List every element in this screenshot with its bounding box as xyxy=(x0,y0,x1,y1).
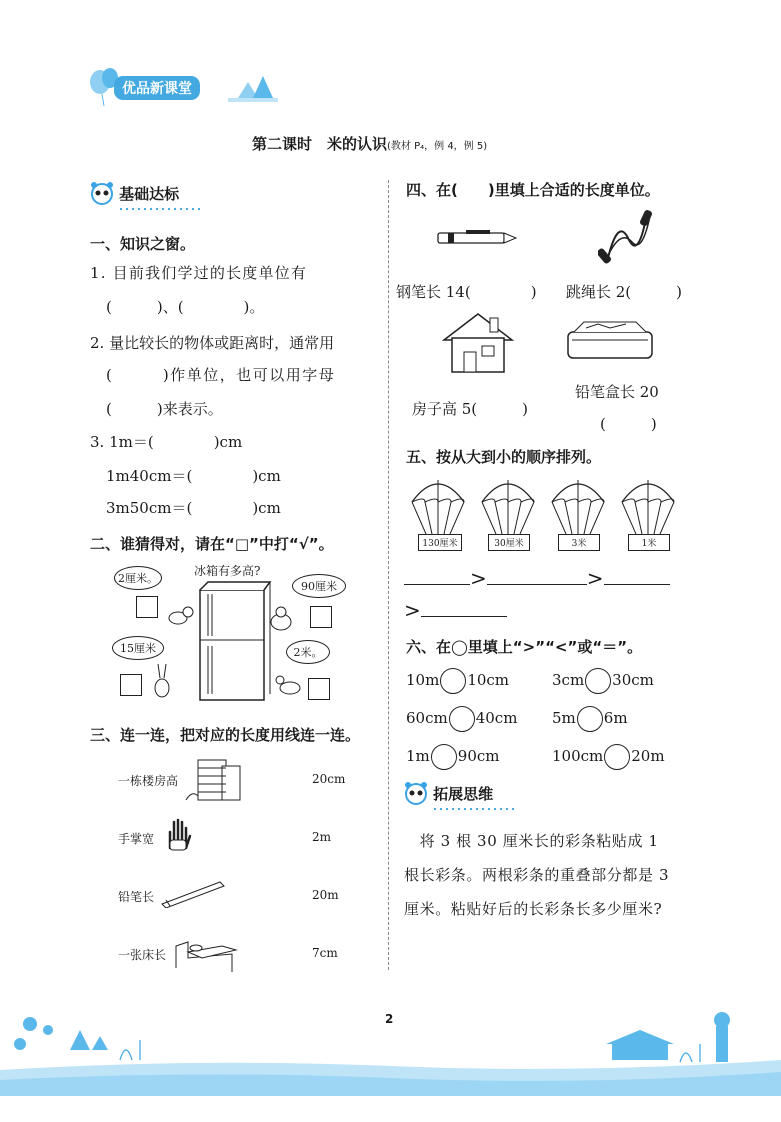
cmp-right: 10cm xyxy=(467,671,510,689)
match-value-0: 20cm xyxy=(312,772,346,786)
compare-circle[interactable] xyxy=(585,668,611,694)
s4-heading: 四、在( )里填上合适的长度单位。 xyxy=(406,181,660,199)
title-main: 第二课时 米的认识 xyxy=(252,135,388,153)
compare-circle[interactable] xyxy=(604,744,630,770)
s4-pen: 钢笔长 14( ) xyxy=(396,283,537,301)
fridge-question: 冰箱有多高? xyxy=(194,564,261,578)
compare-circle[interactable] xyxy=(431,744,457,770)
hand-icon xyxy=(164,818,194,852)
pen-icon xyxy=(436,228,518,248)
parachute-label-3: 1米 xyxy=(628,534,670,551)
s1-q3c: 3m50cm＝( )cm xyxy=(106,499,281,517)
order-row-1 xyxy=(404,566,670,590)
compare-circle[interactable] xyxy=(449,706,475,732)
order-row-2 xyxy=(404,598,507,622)
s4-pencilbox-blank: ( ) xyxy=(600,415,657,433)
ext-line-2: 根长彩条。两根彩条的重叠部分都是 3 xyxy=(404,866,670,884)
parachutes xyxy=(406,474,686,560)
bubble-90cm: 90厘米 xyxy=(292,574,346,598)
matching-area xyxy=(108,752,368,974)
s3-heading: 三、连一连，把对应的长度用线连一连。 xyxy=(90,726,361,744)
cmp-row-2b xyxy=(552,744,665,770)
banner-dots xyxy=(118,208,204,210)
extension-banner xyxy=(404,780,493,808)
s6-heading: 六、在◯里填上“>”“<”或“＝”。 xyxy=(406,638,643,656)
checkbox-2m[interactable] xyxy=(308,678,330,700)
building-icon xyxy=(184,756,244,802)
cmp-row-0 xyxy=(406,668,509,694)
compare-circle[interactable] xyxy=(440,668,466,694)
cmp-left: 100cm xyxy=(552,747,604,765)
page-title xyxy=(252,133,487,154)
jump-rope-icon xyxy=(598,208,658,266)
gt-sign: > xyxy=(586,566,604,590)
parachute-label-2: 3米 xyxy=(558,534,600,551)
match-item-palm: 手掌宽 xyxy=(118,832,155,846)
cmp-right: 30cm xyxy=(612,671,654,689)
match-item-pencil: 铅笔长 xyxy=(118,890,155,904)
cmp-left: 10m xyxy=(406,671,440,689)
page-number: 2 xyxy=(385,1012,394,1026)
pencil-icon xyxy=(158,878,228,908)
s1-q2c: ( )来表示。 xyxy=(106,400,223,418)
s4-rope: 跳绳长 2( ) xyxy=(566,283,683,301)
title-ref: (教材 P₄，例 4，例 5) xyxy=(387,141,488,152)
checkbox-90cm[interactable] xyxy=(310,606,332,628)
match-item-bed: 一张床长 xyxy=(118,948,167,962)
s1-q3b: 1m40cm＝( )cm xyxy=(106,467,281,485)
cmp-row-1 xyxy=(406,706,517,732)
s4-pencilbox: 铅笔盒长 20 xyxy=(575,383,659,401)
cmp-right: 20m xyxy=(631,747,665,765)
s4-house: 房子高 5( ) xyxy=(412,400,529,418)
match-value-1: 2m xyxy=(312,830,332,844)
cmp-right: 40cm xyxy=(475,709,518,727)
ext-line-3: 厘米。粘贴好后的长彩条长多少厘米? xyxy=(404,900,663,918)
fridge-scene xyxy=(108,560,368,710)
cmp-right: 90cm xyxy=(457,747,500,765)
parachute-label-1: 30厘米 xyxy=(488,534,530,551)
cmp-row-1b xyxy=(552,706,628,732)
gt-sign: > xyxy=(404,598,421,622)
banner-dots xyxy=(432,808,518,810)
ext-line-1: 将 3 根 30 厘米长的彩条粘贴成 1 xyxy=(404,832,659,850)
order-blank-2[interactable] xyxy=(487,584,587,585)
s1-q2b: ( )作单位，也可以用字母 xyxy=(106,366,336,384)
pencil-box-icon xyxy=(566,318,654,362)
match-value-2: 20m xyxy=(312,888,339,902)
bubble-2m: 2米。 xyxy=(286,640,330,664)
bed-icon xyxy=(172,928,242,974)
order-blank-4[interactable] xyxy=(421,616,507,617)
house-icon xyxy=(440,310,516,374)
cmp-left: 3cm xyxy=(552,671,585,689)
parachute-label-0: 130厘米 xyxy=(418,534,462,551)
s1-q2a: 2. 量比较长的物体或距离时，通常用 xyxy=(90,334,335,352)
cmp-row-0b xyxy=(552,668,654,694)
compare-circle[interactable] xyxy=(577,706,603,732)
checkbox-15cm[interactable] xyxy=(120,674,142,696)
panda-icon xyxy=(90,180,114,208)
cmp-left: 5m xyxy=(552,709,576,727)
s1-q3a: 3. 1m＝( )cm xyxy=(90,433,243,451)
match-value-3: 7cm xyxy=(312,946,338,960)
extension-banner-label: 拓展思维 xyxy=(433,784,494,803)
match-item-building: 一栋楼房高 xyxy=(118,774,179,788)
brand-name: 优品新课堂 xyxy=(114,76,200,100)
basic-banner xyxy=(90,180,179,208)
checkbox-2cm[interactable] xyxy=(136,596,158,618)
bubble-15cm: 15厘米 xyxy=(112,636,164,660)
order-blank-3[interactable] xyxy=(604,584,670,585)
s1-q1b: ( )、( )。 xyxy=(106,298,265,316)
panda-icon xyxy=(404,780,428,808)
cmp-right: 6m xyxy=(603,709,628,727)
cmp-left: 1m xyxy=(406,747,430,765)
basic-banner-label: 基础达标 xyxy=(119,184,180,203)
order-blank-1[interactable] xyxy=(404,584,470,585)
gt-sign: > xyxy=(470,566,487,590)
s5-heading: 五、按从大到小的顺序排列。 xyxy=(406,448,602,466)
s1-q1a: 1. 目前我们学过的长度单位有 xyxy=(90,264,308,282)
s1-heading: 一、知识之窗。 xyxy=(90,235,196,253)
s2-heading: 二、谁猜得对，请在“□”中打“√”。 xyxy=(90,535,334,553)
bubble-2cm: 2厘米。 xyxy=(114,566,162,590)
cmp-left: 60cm xyxy=(406,709,448,727)
column-divider xyxy=(388,180,389,970)
cmp-row-2 xyxy=(406,744,500,770)
